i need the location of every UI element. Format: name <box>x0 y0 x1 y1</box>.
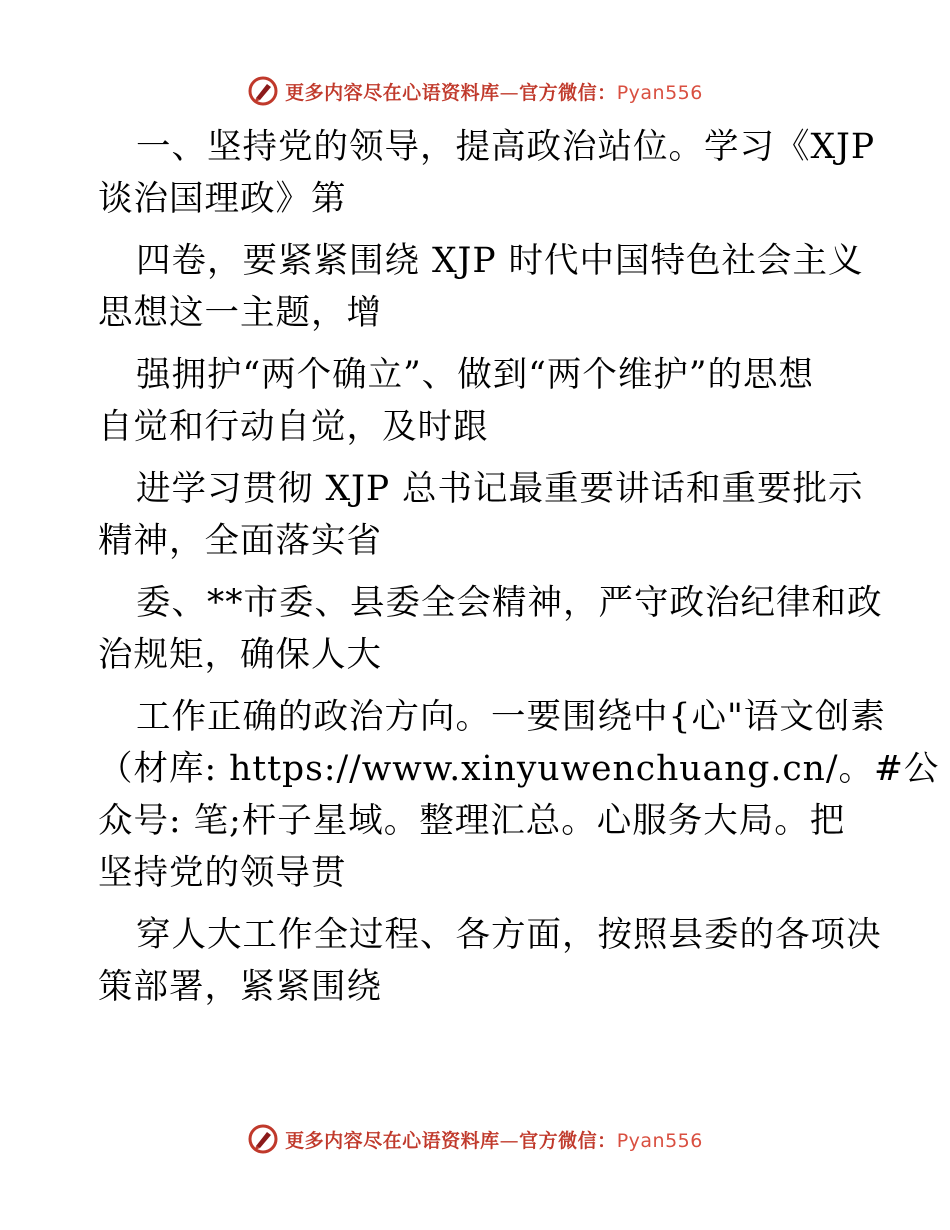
watermark-dash: — <box>499 1129 520 1152</box>
paragraph-4 <box>98 463 864 577</box>
paragraph-5 <box>98 577 883 691</box>
paragraph-line: 谈治国理政》第 <box>98 179 347 219</box>
footer-watermark <box>0 1119 950 1159</box>
watermark-wechat: 官方微信： <box>519 1129 617 1152</box>
paragraph-7 <box>98 909 882 1023</box>
watermark-id: Pyan556 <box>616 1129 703 1152</box>
pen-circle-logo-icon <box>247 75 279 107</box>
paragraph-line: 众号: 笔;杆子星域。整理汇总。心服务大局。把 <box>98 801 846 841</box>
paragraph-line: 治规矩，确保人大 <box>98 635 382 675</box>
watermark-dash: — <box>499 81 520 104</box>
paragraph-line: 坚持党的领导贯 <box>98 853 347 893</box>
paragraph-6 <box>98 691 940 909</box>
paragraph-line: 思想这一主题，增 <box>98 293 382 333</box>
paragraph-line: 委、**市委、县委全会精神，严守政治纪律和政 <box>136 583 883 623</box>
paragraph-line: 一、坚持党的领导，提高政治站位。学习《XJP <box>136 127 876 167</box>
paragraph-line: 强拥护“两个确立”、做到“两个维护”的思想 <box>136 355 815 395</box>
document-body <box>98 121 940 1023</box>
watermark-id: Pyan556 <box>616 81 703 104</box>
watermark-main: 更多内容尽在心语资料库 <box>285 1129 500 1152</box>
paragraph-line: 穿人大工作全过程、各方面，按照县委的各项决 <box>136 915 882 955</box>
paragraph-line: 精神，全面落实省 <box>98 521 382 561</box>
paragraph-line: 四卷，要紧紧围绕 XJP 时代中国特色社会主义 <box>136 241 864 281</box>
paragraph-line: 工作正确的政治方向。一要围绕中{心"语文创素 <box>136 697 886 737</box>
pen-circle-logo-icon <box>247 1123 279 1155</box>
paragraph-line: 自觉和行动自觉，及时跟 <box>98 407 489 447</box>
paragraph-2 <box>98 235 864 349</box>
paragraph-line: 策部署，紧紧围绕 <box>98 967 382 1007</box>
watermark-text <box>285 78 703 105</box>
watermark-main: 更多内容尽在心语资料库 <box>285 81 500 104</box>
watermark-wechat: 官方微信： <box>519 81 617 104</box>
paragraph-line: （材库: https://www.xinyuwenchuang.cn/。#公 <box>98 749 940 789</box>
watermark-text <box>285 1126 703 1153</box>
paragraph-1 <box>98 121 876 235</box>
paragraph-line: 进学习贯彻 XJP 总书记最重要讲话和重要批示 <box>136 469 864 509</box>
header-watermark <box>0 71 950 111</box>
paragraph-3 <box>98 349 858 463</box>
